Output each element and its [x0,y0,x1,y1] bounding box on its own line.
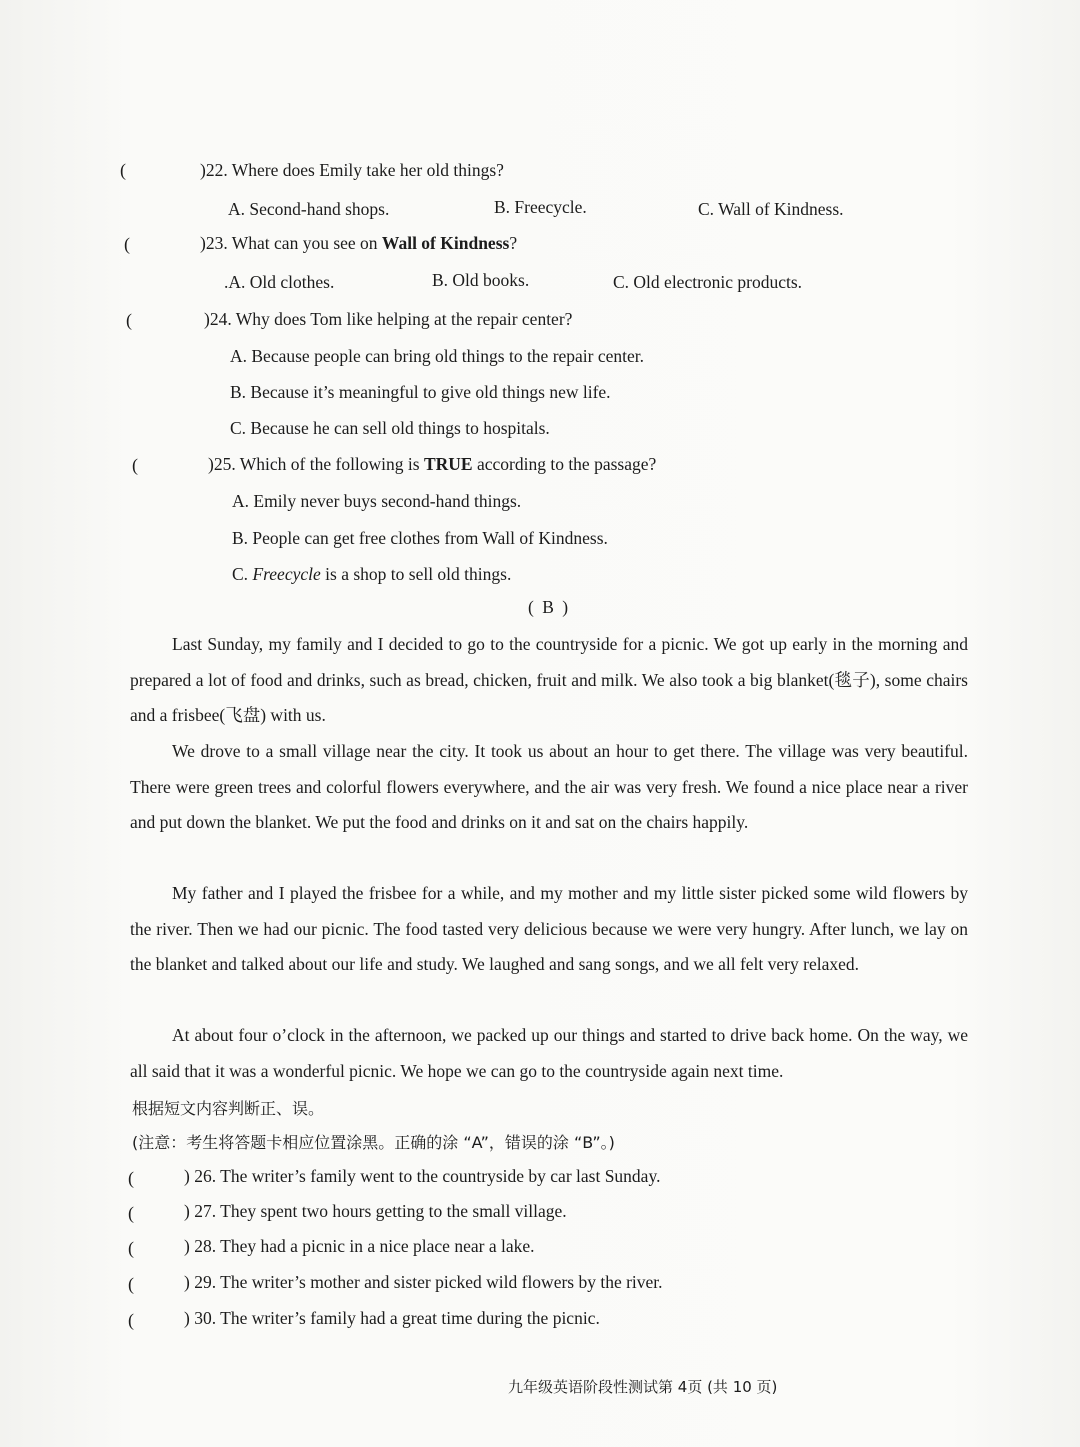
answer-paren-29: ( [128,1274,134,1294]
q23-stem-prefix: )23. What can you see on [200,233,382,253]
statement-30: ) 30. The writer’s family had a great time during the picnic. [184,1308,600,1328]
section-b-title: ( B ) [528,597,571,617]
q25-stem-suffix: according to the passage? [472,454,657,474]
statement-29: ) 29. The writer’s mother and sister picked wild flowers by the river. [184,1272,663,1292]
q25-option-a: A. Emily never buys second-hand things. [232,491,522,511]
answer-sheet-note: (注意：考生将答题卡相应位置涂黑。正确的涂 “A”，错误的涂 “B”。) [132,1133,615,1152]
page-footer: 九年级英语阶段性测试第 4页 (共 10 页) [508,1378,778,1396]
q25-option-c [232,564,511,585]
q24-option-b: B. Because it’s meaningful to give old things new life. [230,382,611,402]
passage-paragraph-2: We drove to a small village near the city. It took us about an hour to get there. The village was very beautiful. There were green trees and colorful flowers everywhere, and the air was very fresh. We found a nice place near a river and put down the blanket. We put the food and drinks on it and sat on the chairs happily. [130,741,968,832]
statement-26: ) 26. The writer’s family went to the countryside by car last Sunday. [184,1166,661,1186]
q23-option-c: C. Old electronic products. [613,272,803,292]
judgement-instruction: 根据短文内容判断正、误。 [132,1099,325,1118]
question-23 [200,233,517,254]
q23-option-b: B. Old books. [432,270,530,290]
q22-option-c: C. Wall of Kindness. [698,199,844,219]
question-25 [208,454,656,475]
answer-paren-28: ( [128,1238,134,1258]
answer-paren-30: ( [128,1310,134,1330]
answer-paren-24: ( [126,310,132,330]
answer-paren-27: ( [128,1203,134,1223]
q24-option-a: A. Because people can bring old things to the repair center. [230,346,645,366]
q22-option-a: A. Second-hand shops. [228,199,390,219]
question-22: )22. Where does Emily take her old things? [200,160,504,180]
passage-paragraph-1: Last Sunday, my family and I decided to go to the countryside for a picnic. We got up early in the morning and prepared a lot of food and drinks, such as bread, chicken, fruit and milk. We also took a big blanket(毯子), some chairs and a frisbee(飞盘) with us. [130,634,968,725]
question-24: )24. Why does Tom like helping at the repair center? [204,309,573,329]
q25-stem-bold: TRUE [423,454,473,474]
answer-paren-25: ( [132,455,138,475]
answer-paren-23: ( [124,234,130,254]
passage-paragraph-3: My father and I played the frisbee for a while, and my mother and my little sister picked some wild flowers by the river. Then we had our picnic. The food tasted very delicious because we were very hungry. After lunch, we lay on the blanket and talked about our life and study. We laughed and sang songs, and we all felt very relaxed. [130,883,968,974]
q24-option-c: C. Because he can sell old things to hospitals. [230,418,550,438]
q25-stem-prefix: )25. Which of the following is [208,454,424,474]
statement-28: ) 28. They had a picnic in a nice place near a lake. [184,1236,535,1256]
q25-option-b: B. People can get free clothes from Wall of Kindness. [232,528,608,548]
q23-stem-suffix: ? [509,233,518,253]
q23-stem-bold: Wall of Kindness [381,233,510,253]
q23-option-a: .A. Old clothes. [224,272,335,292]
q25-option-c-label: C. [232,564,253,584]
statement-27: ) 27. They spent two hours getting to the small village. [184,1201,567,1221]
passage-paragraph-4: At about four o’clock in the afternoon, we packed up our things and started to drive back home. On the way, we all said that it was a wonderful picnic. We hope we can go to the countryside again next time. [130,1025,968,1081]
answer-paren-26: ( [128,1168,134,1188]
q25-option-c-italic: Freecycle [252,564,321,584]
q25-option-c-rest: is a shop to sell old things. [320,564,512,584]
answer-paren-22: ( [120,160,126,180]
q22-option-b: B. Freecycle. [494,197,587,217]
